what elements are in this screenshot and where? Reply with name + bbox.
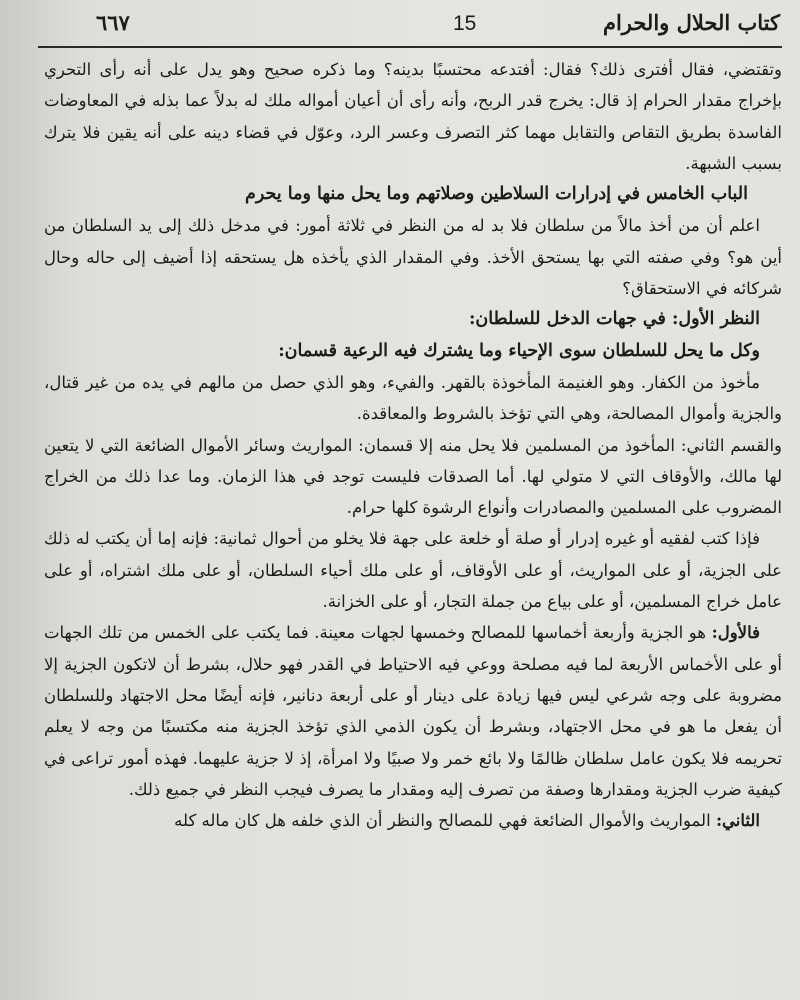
paragraph-text: هو الجزية وأربعة أخماسها للمصالح وخمسها لجهات معينة. فما يكتب على الخمس من تلك الجهات أو على الأخماس الأربعة لما فيه مصلحة ووعي فيه الاحتياط في القدر فهو حلال، بشرط أن لاتكون الجزية إلا مضروبة على وجه شرعي ليس فيها زيادة على دينار أو على أربعة دنانير، فإنه أيضًا محل الاجتهاد وللسلطان أن يفعل ما هو في محل الاجتهاد، وبشرط أن يكون الذمي الذي تؤخذ الجزية منه مكتسبًا من وجه لا يعلم تحريمه فلا يكون عامل سلطان ظالمًا ولا بائع خمر ولا صبيًا ولا امرأة، إذ لا جزية عليهما. فهذه أمور تراعى في كيفية ضرب الجزية ومقدارها وصفة من تصرف إليه ومقدار ما يصرف فيجب النظر في جميع ذلك. xyxy=(44,623,782,799)
paragraph xyxy=(44,617,782,805)
paragraph-lead: الثاني: xyxy=(715,811,760,831)
page-header xyxy=(38,6,782,48)
paragraph: وتقتضي، فقال أفترى ذلك؟ فقال: أفتدعه محتسبًا بدينه؟ وما ذكره صحيح وهو يدل على أنه رأى التحري بإخراج مقدار الحرام إذ قال: يخرج قدر الربح، وأنه رأى أن أعيان أمواله ملك له بدلاً عما بذله في المعاوضات الفاسدة بطريق التقاص والتقابل مهما كثر التصرف وعسر الرد، وعوّل في قضاء دينه على أنه يقين فلا يترك بسبب الشبهة. xyxy=(44,60,782,173)
paragraph: فإذا كتب لفقيه أو غيره إدرار أو صلة أو خلعة على جهة فلا يخلو من أحوال ثمانية: فإنه إما أن يكتب له ذلك على الجزية، أو على المواريث، أو على الأوقاف، أو على ملك أحياء السلطان، أو على ملك اشتراه، أو على عامل خراج المسلمين، أو على بياع من جملة التجار، أو على الخزانة. xyxy=(44,529,782,612)
chapter-title: الباب الخامس في إدرارات السلاطين وصلاتهم وما يحل منها وما يحرم xyxy=(245,184,748,205)
paragraph: والقسم الثاني: المأخوذ من المسلمين فلا يحل منه إلا قسمان: المواريث وسائر الأموال الضائعة التي لا يتعين لها مالك، والأوقاف التي لا متولي لها. أما الصدقات فليست توجد في هذا الزمان. وما عدا ذلك من الخراج المضروب على المسلمين والمصادرات وأنواع الرشوة كلها حرام. xyxy=(44,435,782,518)
paragraph: اعلم أن من أخذ مالاً من سلطان فلا بد له من النظر في ثلاثة أمور: في مدخل ذلك إلى يد السلطان من أين هو؟ وفي صفته التي بها يستحق الأخذ. وفي المقدار الذي يأخذه هل يستحقه إذا أضيف إلى حاله وحال شركائه في الاستحقاق؟ xyxy=(44,216,782,299)
paragraph-lead: فالأول: xyxy=(711,623,760,643)
paragraph: مأخوذ من الكفار. وهو الغنيمة المأخوذة بالقهر. والفيء، وهو الذي حصل من مالهم في يده من غير قتال، والجزية وأموال المصالحة، وهي التي تؤخذ بالشروط والمعاقدة. xyxy=(44,372,782,424)
section-heading: النظر الأول: في جهات الدخل للسلطان: xyxy=(468,309,760,330)
pdf-page-number: 15 xyxy=(453,12,477,35)
running-title: كتاب الحلال والحرام xyxy=(602,10,780,35)
page-body xyxy=(38,48,782,836)
paragraph-text: المواريث والأموال الضائعة فهي للمصالح والنظر أن الذي خلفه هل كان ماله كله xyxy=(174,811,711,831)
paragraph xyxy=(44,805,782,836)
page-number: ٦٦٧ xyxy=(96,10,130,35)
section-heading: وكل ما يحل للسلطان سوى الإحياء وما يشترك فيه الرعية قسمان: xyxy=(278,340,760,361)
